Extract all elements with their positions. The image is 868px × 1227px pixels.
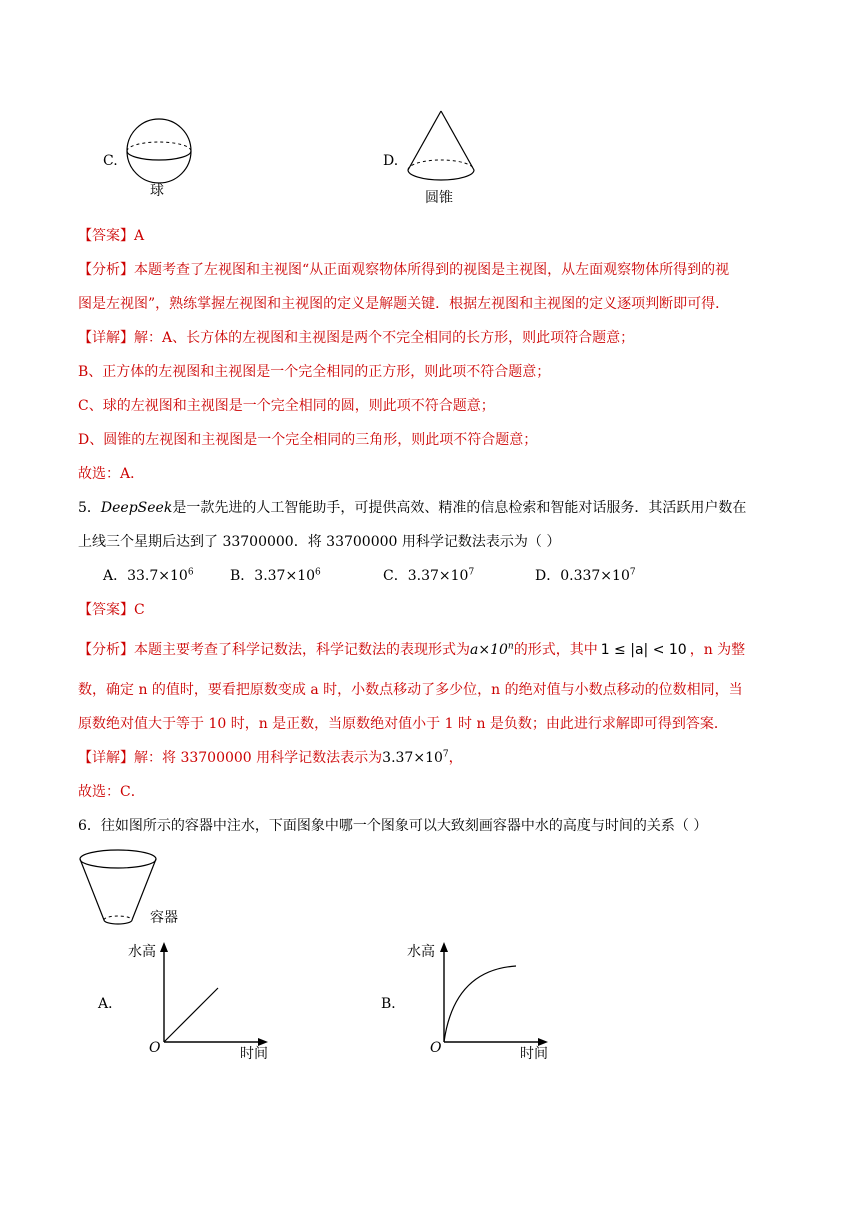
- q5-formula: [470, 642, 514, 658]
- container-caption: 容器: [150, 910, 178, 926]
- q5-stem-line1: [78, 498, 746, 518]
- graph-b-origin: O: [430, 1040, 442, 1056]
- q5-option-b-exp: 6: [315, 567, 321, 578]
- graph-b: [430, 940, 560, 1050]
- q5-option-a-text: A．33.7×10: [103, 568, 188, 584]
- q4-detail-line3: C、球的左视图和主视图是一个完全相同的圆，则此项不符合题意；: [78, 398, 495, 414]
- q5-option-a-exp: 6: [187, 567, 194, 578]
- q5-number: 5．: [78, 500, 101, 516]
- q5-option-d[interactable]: [535, 566, 636, 586]
- q5-detail-end: ，: [448, 750, 463, 766]
- graph-b-y-label: 水高: [407, 944, 435, 960]
- q5-analysis-text2: 的形式，其中: [513, 642, 598, 658]
- q5-option-c-text: C．3.37×10: [383, 568, 469, 584]
- option-c-label: C.: [103, 153, 118, 169]
- sphere-caption: 球: [150, 183, 164, 199]
- sphere-figure: [120, 118, 200, 188]
- graph-a-origin: O: [149, 1040, 161, 1056]
- cone-figure: [402, 108, 482, 188]
- q4-detail-line2: B、正方体的左视图和主视图是一个完全相同的正方形，则此项不符合题意；: [78, 364, 551, 380]
- q5-analysis-line3: 原数绝对值大于等于 10 时，n 是正数，当原数绝对值小于 1 时 n 是负数；由此进行求解即可得到答案．: [78, 716, 728, 732]
- q5-option-d-exp: 7: [629, 567, 636, 578]
- q5-detail: [78, 748, 463, 768]
- q5-analysis-text1: 【分析】本题主要考查了科学记数法，科学记数法的表现形式为: [78, 642, 470, 658]
- q5-inequality: 1 ≤ |a| < 10: [600, 642, 687, 658]
- q5-detail-value: [382, 750, 448, 766]
- q5-option-b[interactable]: [230, 566, 321, 586]
- graph-a-y-label: 水高: [128, 944, 156, 960]
- q5-detail-text: 【详解】解：将 33700000 用科学记数法表示为: [78, 750, 383, 766]
- q4-choose: 故选：A．: [78, 466, 145, 482]
- q5-stem-text1: 是一款先进的人工智能助手，可提供高效、精准的信息检索和智能对话服务．其活跃用户数在: [172, 500, 747, 516]
- q5-option-a[interactable]: [103, 566, 194, 586]
- q5-answer: 【答案】C: [78, 602, 145, 618]
- graph-a-x-label: 时间: [240, 1046, 268, 1062]
- graph-b-label[interactable]: B．: [381, 996, 406, 1012]
- q5-option-d-text: D．0.337×10: [535, 568, 630, 584]
- q5-analysis-text3: ，n 为整: [689, 642, 746, 658]
- graph-a: [150, 940, 280, 1050]
- q5-analysis-line2: 数，确定 n 的值时，要看把原数变成 a 时，小数点移动了多少位，n 的绝对值与小数点移动的位数相同，当: [78, 682, 743, 698]
- q5-analysis-line1: [78, 640, 745, 660]
- graph-a-line: [164, 988, 218, 1042]
- q4-answer: 【答案】A: [78, 228, 145, 244]
- q5-formula-exp: n: [507, 641, 514, 652]
- graph-b-x-label: 时间: [520, 1046, 548, 1062]
- cone-caption: 圆锥: [425, 190, 453, 206]
- q6-stem: 6．往如图所示的容器中注水，下面图象中哪一个图象可以大致刻画容器中水的高度与时间的关系（ ）: [78, 818, 708, 834]
- q5-product-name: DeepSeek: [100, 500, 173, 516]
- option-d-label: D.: [383, 153, 399, 169]
- q5-choose: 故选：C．: [78, 784, 145, 800]
- q5-option-c[interactable]: [383, 566, 474, 586]
- q5-detail-value-base: 3.37×10: [382, 750, 443, 766]
- q5-detail-value-exp: 7: [442, 749, 449, 760]
- q4-analysis-line1: 【分析】本题考查了左视图和主视图“从正面观察物体所得到的视图是主视图，从左面观察物体所得到的视: [78, 262, 730, 278]
- graph-a-label[interactable]: A．: [98, 996, 123, 1012]
- q4-detail-line4: D、圆锥的左视图和主视图是一个完全相同的三角形，则此项不符合题意；: [78, 432, 538, 448]
- graph-b-curve: [444, 966, 516, 1042]
- q5-stem-line2: 上线三个星期后达到了 33700000．将 33700000 用科学记数法表示为（ ）: [78, 534, 561, 550]
- q5-formula-base: a×10: [470, 642, 508, 658]
- q5-option-c-exp: 7: [468, 567, 475, 578]
- q5-option-b-text: B．3.37×10: [230, 568, 316, 584]
- q4-analysis-line2: 图是左视图”，熟练掌握左视图和主视图的定义是解题关键．根据左视图和主视图的定义逐项判断即可得．: [78, 296, 730, 312]
- q4-detail-line1: 【详解】解：A、长方体的左视图和主视图是两个不完全相同的长方形，则此项符合题意；: [78, 330, 635, 346]
